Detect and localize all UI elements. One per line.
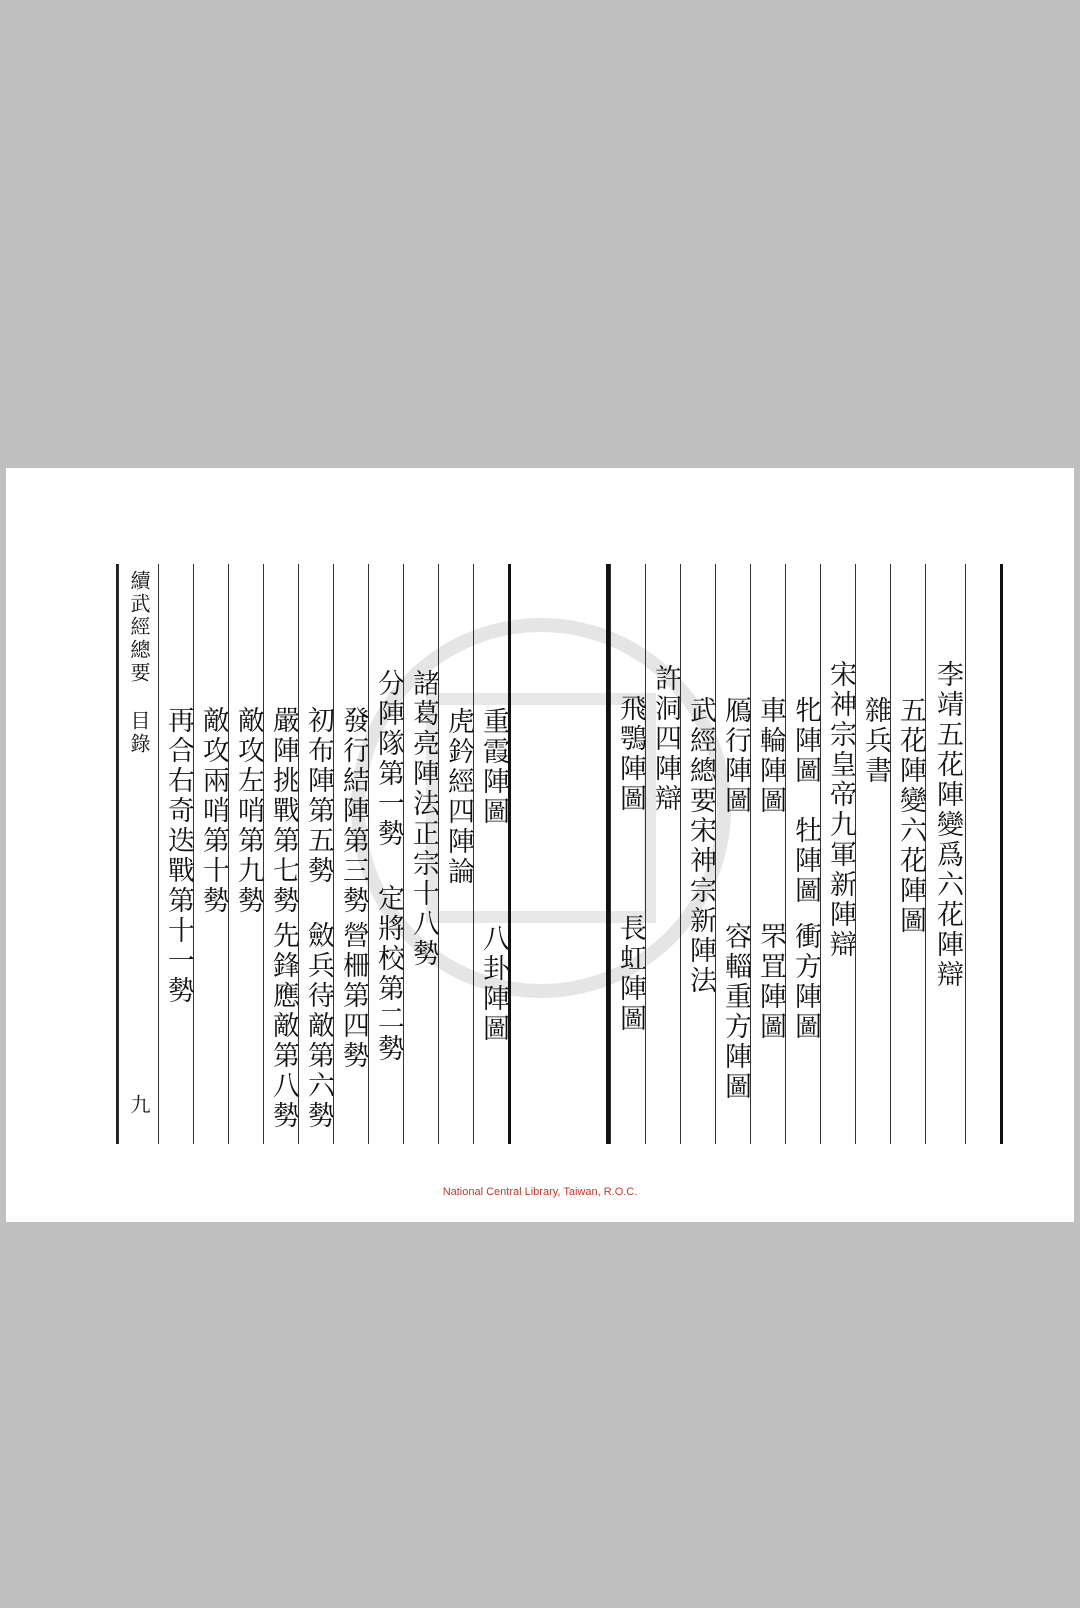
entry-bottom: 罘罝陣圖 xyxy=(755,922,786,1042)
entry-top: 五花陣變六花陣圖 xyxy=(895,696,926,936)
entry-top: 再合右奇迭戰第十一勢 xyxy=(163,706,194,1006)
left-col-9 xyxy=(193,564,228,1144)
entry-top: 車輪陣圖 xyxy=(755,696,786,816)
entry-bottom: 先鋒應敵第八勢 xyxy=(268,921,299,1131)
left-page xyxy=(116,564,511,1144)
entry-top: 許洞四陣辯 xyxy=(650,664,681,814)
right-col-9 xyxy=(645,564,680,1144)
left-col-4 xyxy=(368,564,403,1144)
entry-top: 嚴陣挑戰第七勢 xyxy=(268,706,299,916)
entry-bottom: 斂兵待敵第六勢 xyxy=(303,921,334,1131)
entry-top: 牝陣圖 牡陣圖 xyxy=(790,696,821,906)
entry-bottom: 八卦陣圖 xyxy=(478,924,509,1044)
right-page xyxy=(606,564,1003,1144)
entry-top: 李靖五花陣變爲六花陣辯 xyxy=(932,660,963,990)
left-margin-column xyxy=(118,564,158,1144)
left-col-2 xyxy=(438,564,473,1144)
right-col-1 xyxy=(925,564,965,1144)
entry-top: 發行結陣第三勢 xyxy=(338,706,369,916)
library-credit: National Central Library, Taiwan, R.O.C. xyxy=(442,1186,638,1198)
right-col-6 xyxy=(750,564,785,1144)
entry-top: 雜兵書 xyxy=(860,696,891,786)
entry-bottom: 容輜重方陣圖 xyxy=(720,922,751,1102)
left-col-8 xyxy=(228,564,263,1144)
entry-top: 初布陣第五勢 xyxy=(303,706,334,886)
entry-top: 飛鶚陣圖 xyxy=(615,694,646,814)
entry-bottom: 營柵第四勢 xyxy=(338,921,369,1071)
margin-folio: 九 xyxy=(127,1094,151,1117)
entry-top: 宋神宗皇帝九軍新陣辯 xyxy=(825,660,856,960)
entry-bottom: 衝方陣圖 xyxy=(790,922,821,1042)
right-col-5 xyxy=(785,564,820,1144)
left-col-3 xyxy=(403,564,438,1144)
right-col-7 xyxy=(715,564,750,1144)
entry-top: 諸葛亮陣法正宗十八勢 xyxy=(408,669,439,969)
entry-top: 鴈行陣圖 xyxy=(720,696,751,816)
left-col-7 xyxy=(263,564,298,1144)
margin-section: 目錄 xyxy=(127,710,151,756)
right-col-4 xyxy=(820,564,855,1144)
left-col-5 xyxy=(333,564,368,1144)
right-col-8 xyxy=(680,564,715,1144)
entry-top: 虎鈐經四陣論 xyxy=(443,707,474,887)
left-col-10 xyxy=(158,564,193,1144)
left-col-1 xyxy=(473,564,508,1144)
entry-top: 敵攻左哨第九勢 xyxy=(233,706,264,916)
right-col-10 xyxy=(610,564,645,1144)
entry-top: 分陣隊第一勢 xyxy=(373,669,404,849)
right-margin-column xyxy=(965,564,1000,1144)
margin-title: 續武經總要 xyxy=(127,570,151,685)
entry-top: 敵攻兩哨第十勢 xyxy=(198,706,229,916)
entry-bottom: 長虹陣圖 xyxy=(615,914,646,1034)
right-col-2 xyxy=(890,564,925,1144)
entry-bottom: 定將校第二勢 xyxy=(373,884,404,1064)
left-col-6 xyxy=(298,564,333,1144)
right-col-3 xyxy=(855,564,890,1144)
scan-sheet xyxy=(6,468,1074,1222)
entry-top: 重霞陣圖 xyxy=(478,707,509,827)
entry-top: 武經總要宋神宗新陣法 xyxy=(685,696,716,996)
